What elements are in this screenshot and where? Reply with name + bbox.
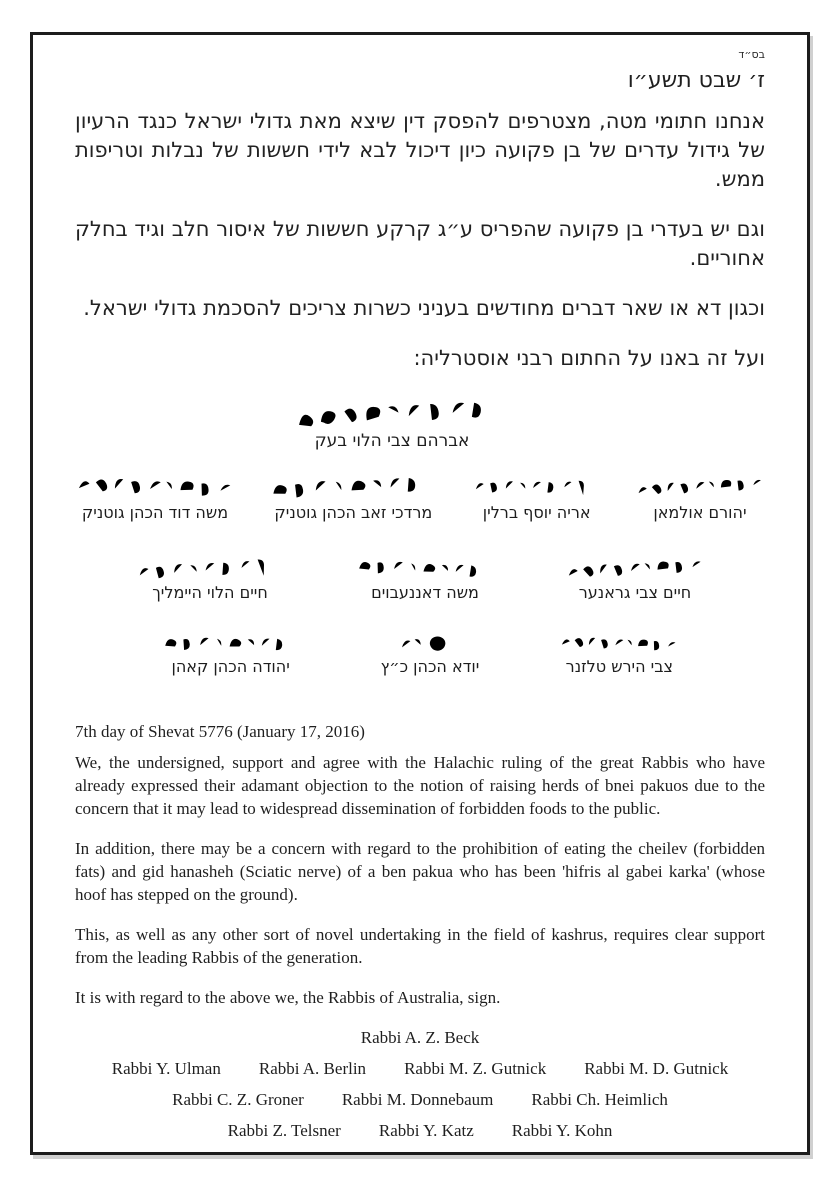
signature-printed-name: חיים הלוי היימליך <box>152 583 268 602</box>
handwritten-signature <box>74 467 235 505</box>
signature-printed-name: משה דאננעבוים <box>371 583 479 602</box>
rabbi-name: Rabbi A. Berlin <box>258 1059 367 1078</box>
signature-block-katz <box>381 630 480 678</box>
rabbi-name: Rabbi Z. Telsner <box>227 1121 341 1140</box>
signature-block-berlin <box>472 470 602 524</box>
rabbi-row-4 <box>75 1119 765 1142</box>
signature-printed-name: משה דוד הכהן גוטניק <box>81 503 229 522</box>
signature-row-1 <box>75 470 765 524</box>
signature-block-kohn <box>161 630 301 678</box>
english-section <box>75 720 765 1142</box>
handwritten-signature <box>268 466 439 507</box>
rabbi-name: Rabbi M. Z. Gutnick <box>404 1059 547 1078</box>
rabbi-name: Rabbi C. Z. Groner <box>172 1090 304 1109</box>
rabbi-name: Rabbi Ch. Heimlich <box>531 1090 668 1109</box>
signature-row-2 <box>75 554 765 604</box>
handwritten-signature-beck <box>279 388 506 436</box>
rabbi-name: Rabbi A. Z. Beck <box>360 1028 480 1047</box>
handwritten-signature <box>161 630 301 656</box>
hebrew-paragraph-2: וגם יש בעדרי בן פקועה שהפריס ע״ג קרקע חששות של איסור חלב וגיד בחלק אחוריים. <box>75 217 765 270</box>
signature-block-mz-gutnick <box>268 470 438 524</box>
signature-printed-name: אברהם צבי הלוי בעק <box>314 431 470 451</box>
signature-printed-name: מרדכי זאב הכהן גוטניק <box>274 503 433 522</box>
rabbi-name: Rabbi M. Donnebaum <box>341 1090 494 1109</box>
rabbi-name: Rabbi Y. Ulman <box>111 1059 221 1078</box>
rabbi-row-3 <box>75 1088 765 1111</box>
signature-block-md-gutnick <box>75 470 235 524</box>
handwritten-signature <box>564 550 705 585</box>
hebrew-closing-line: ועל זה באנו על החתום רבני אוסטרליה: <box>413 346 765 370</box>
handwritten-signature <box>559 628 680 658</box>
handwritten-signature <box>134 550 285 586</box>
rabbi-name: Rabbi Y. Katz <box>378 1121 474 1140</box>
rabbi-name-list <box>75 1026 765 1142</box>
rabbi-row-1 <box>75 1026 765 1049</box>
english-paragraph-1: We, the undersigned, support and agree with the Halachic ruling of the great Rabbis who have already expressed their adamant objection to the notion of raising herds of bnei pakuos due to the concern that it may lead to widespread dissemination of forbidden foods to the public. <box>75 753 765 818</box>
rabbi-name: Rabbi Y. Kohn <box>511 1121 613 1140</box>
handwritten-signature <box>355 552 496 585</box>
hebrew-date: ז׳ שבט תשע״ו <box>627 68 765 93</box>
signature-printed-name: יהודה הכהן קאהן <box>171 657 290 676</box>
hebrew-paragraph-3: וכגון דא או שאר דברים מחודשים בעניני כשרות צריכים להסכמת גדולי ישראל. <box>83 296 765 320</box>
signature-printed-name: אריה יוסף ברלין <box>482 503 591 522</box>
signature-printed-name: צבי הירש טלזנר <box>565 657 673 676</box>
english-date-line: 7th day of Shevat 5776 (January 17, 2016) <box>75 722 365 741</box>
signature-printed-name: יודא הכהן כ״ץ <box>380 657 480 676</box>
signature-block-heimlich <box>135 554 285 604</box>
signature-block-groner <box>565 554 705 604</box>
english-sign-line: It is with regard to the above we, the Rabbis of Australia, sign. <box>75 988 501 1007</box>
english-paragraph-3: This, as well as any other sort of novel undertaking in the field of kashrus, requires clear support from the leading Rabbis of the generation. <box>75 925 765 967</box>
handwritten-signature <box>394 628 465 658</box>
document-sheet <box>30 32 810 1155</box>
english-paragraph-2: In addition, there may be a concern with regard to the prohibition of eating the cheilev (forbidden fats) and gid hanasheh (Sciatic nerve) of a ben pakua who has been 'hifris al gabei karka' (whose hoof has stepped on the ground). <box>75 839 765 904</box>
rabbi-row-2 <box>75 1057 765 1080</box>
signature-block-ulman <box>635 470 765 524</box>
signature-block-telsner <box>559 630 679 678</box>
signature-printed-name: חיים צבי גראנער <box>578 583 692 602</box>
signature-block-donnebaum <box>355 554 495 604</box>
handwritten-signature <box>634 467 765 506</box>
handwritten-signature <box>472 470 602 502</box>
signature-row-3 <box>75 630 765 678</box>
sheet-content <box>33 35 807 1142</box>
rabbi-name: Rabbi M. D. Gutnick <box>584 1059 729 1078</box>
signature-printed-name: יהורם אולמאן <box>653 503 747 522</box>
bsd-header: בס״ד <box>738 48 765 61</box>
hebrew-paragraph-1: אנחנו חתומי מטה, מצטרפים להפסק דין שיצא מאת גדולי ישראל כנגד הרעיון של גידול עדרים של בן פקועה כיון דיכול לבא לידי חששות של נבלות וטריפות ממש. <box>75 109 765 191</box>
signature-block-beck <box>47 394 737 452</box>
